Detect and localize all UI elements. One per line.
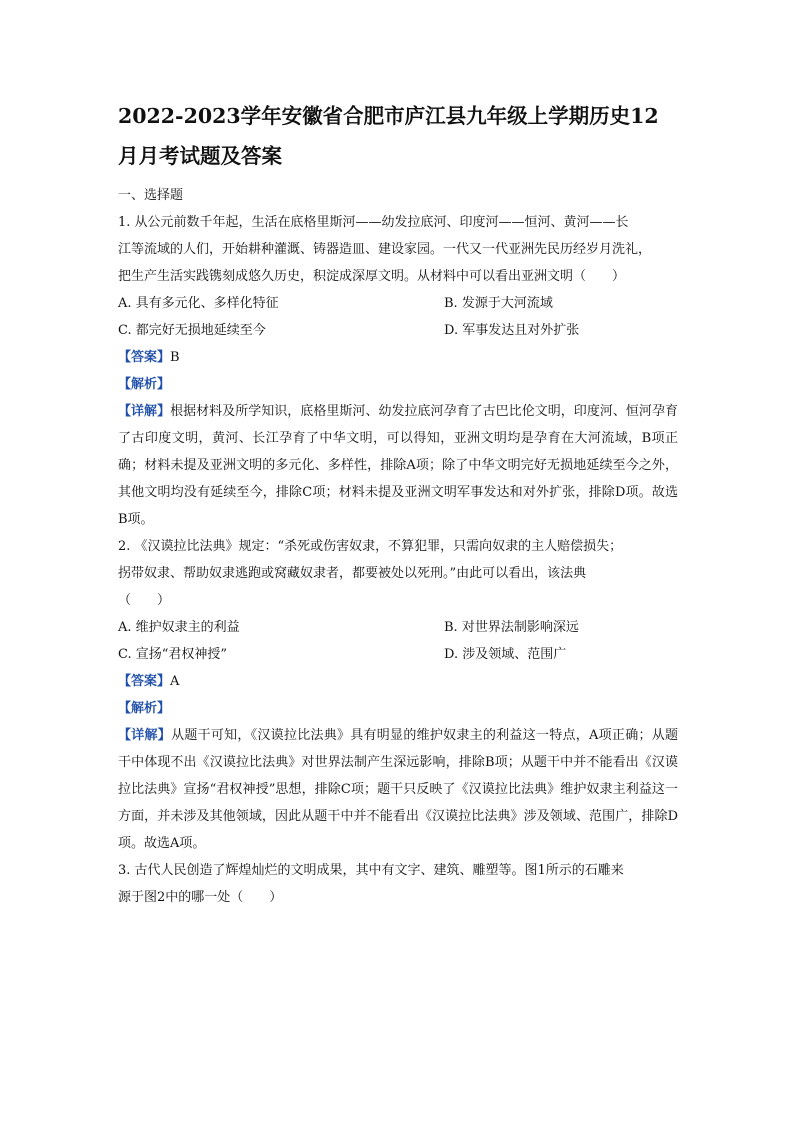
question-1 bbox=[118, 209, 678, 533]
answer-tag: 【答案】 bbox=[118, 350, 171, 365]
detail-tag: 【详解】 bbox=[118, 728, 172, 743]
document-page bbox=[118, 96, 678, 911]
option-d: D. 涉及领域、范围广 bbox=[444, 647, 567, 662]
detail-paragraph bbox=[118, 722, 678, 857]
answer-line bbox=[118, 668, 678, 695]
detail-paragraph bbox=[118, 398, 678, 533]
option-a: A. 具有多元化、多样化特征 bbox=[118, 296, 279, 311]
analysis-line bbox=[118, 371, 678, 398]
question-stem-line: （ ） bbox=[118, 593, 171, 608]
option-b: B. 发源于大河流域 bbox=[444, 296, 553, 311]
document-title bbox=[118, 96, 678, 176]
question-2 bbox=[118, 533, 678, 857]
analysis-tag: 【解析】 bbox=[118, 701, 171, 716]
question-stem-line: 把生产生活实践镌刻成悠久历史，积淀成深厚文明。从材料中可以看出亚洲文明（ ） bbox=[118, 269, 626, 284]
question-stem-line: 拐带奴隶、帮助奴隶逃跑或窝藏奴隶者，都要被处以死刑。”由此可以看出，该法典 bbox=[118, 566, 587, 581]
answer-value: B bbox=[170, 350, 180, 365]
question-stem-line: 2. 《汉谟拉比法典》规定：“杀死或伤害奴隶，不算犯罪，只需向奴隶的主人赔偿损失； bbox=[118, 539, 623, 554]
options-row bbox=[118, 614, 678, 641]
option-c: C. 宣扬“君权神授” bbox=[118, 647, 228, 662]
question-stem-line: 江等流域的人们，开始耕种灌溉、铸器造皿、建设家园。一代又一代亚洲先民历经岁月洗礼， bbox=[118, 242, 652, 257]
answer-tag: 【答案】 bbox=[118, 674, 171, 689]
question-stem-line: 3. 古代人民创造了辉煌灿烂的文明成果，其中有文字、建筑、雕塑等。图1所示的石雕来 bbox=[118, 863, 624, 878]
answer-line bbox=[118, 344, 678, 371]
question-stem-line: 源于图2中的哪一处（ ） bbox=[118, 890, 283, 905]
detail-tag: 【详解】 bbox=[118, 404, 171, 419]
detail-text: 从题干可知，《汉谟拉比法典》具有明显的维护奴隶主的利益这一特点，A项正确；从题干中体现不出《汉谟拉比法典》对世界法制产生深远影响，排除B项；从题干中并不能看出《汉谟拉比法典》宣扬“君权神授”思想，排除C项；题干只反映了《汉谟拉比法典》维护奴隶主利益这一方面，并未涉及其他领域，因此从题干中并不能看出《汉谟拉比法典》涉及领域、范围广，排除D项。故选A项。 bbox=[118, 728, 678, 851]
analysis-line bbox=[118, 695, 678, 722]
option-d: D. 军事发达且对外扩张 bbox=[444, 323, 580, 338]
question-3 bbox=[118, 857, 678, 911]
detail-text: 根据材料及所学知识，底格里斯河、幼发拉底河孕育了古巴比伦文明，印度河、恒河孕育了古印度文明，黄河、长江孕育了中华文明，可以得知，亚洲文明均是孕育在大河流域，B项正确；材料未提及亚洲文明的多元化、多样性，排除A项；除了中华文明完好无损地延续至今之外，其他文明均没有延续至今，排除C项；材料未提及亚洲文明军事发达和对外扩张，排除D项。故选B项。 bbox=[118, 404, 678, 527]
option-c: C. 都完好无损地延续至今 bbox=[118, 323, 266, 338]
option-b: B. 对世界法制影响深远 bbox=[444, 620, 579, 635]
title-line-1: 2022-2023学年安徽省合肥市庐江县九年级上学期历史12 bbox=[118, 104, 659, 128]
options-row bbox=[118, 290, 678, 317]
section-heading: 一、选择题 bbox=[118, 188, 184, 203]
answer-value: A bbox=[170, 674, 180, 689]
options-row bbox=[118, 317, 678, 344]
title-line-2: 月月考试题及答案 bbox=[118, 144, 282, 168]
option-a: A. 维护奴隶主的利益 bbox=[118, 620, 240, 635]
options-row bbox=[118, 641, 678, 668]
question-stem-line: 1. 从公元前数千年起，生活在底格里斯河——幼发拉底河、印度河——恒河、黄河——长 bbox=[118, 215, 629, 230]
analysis-tag: 【解析】 bbox=[118, 377, 171, 392]
